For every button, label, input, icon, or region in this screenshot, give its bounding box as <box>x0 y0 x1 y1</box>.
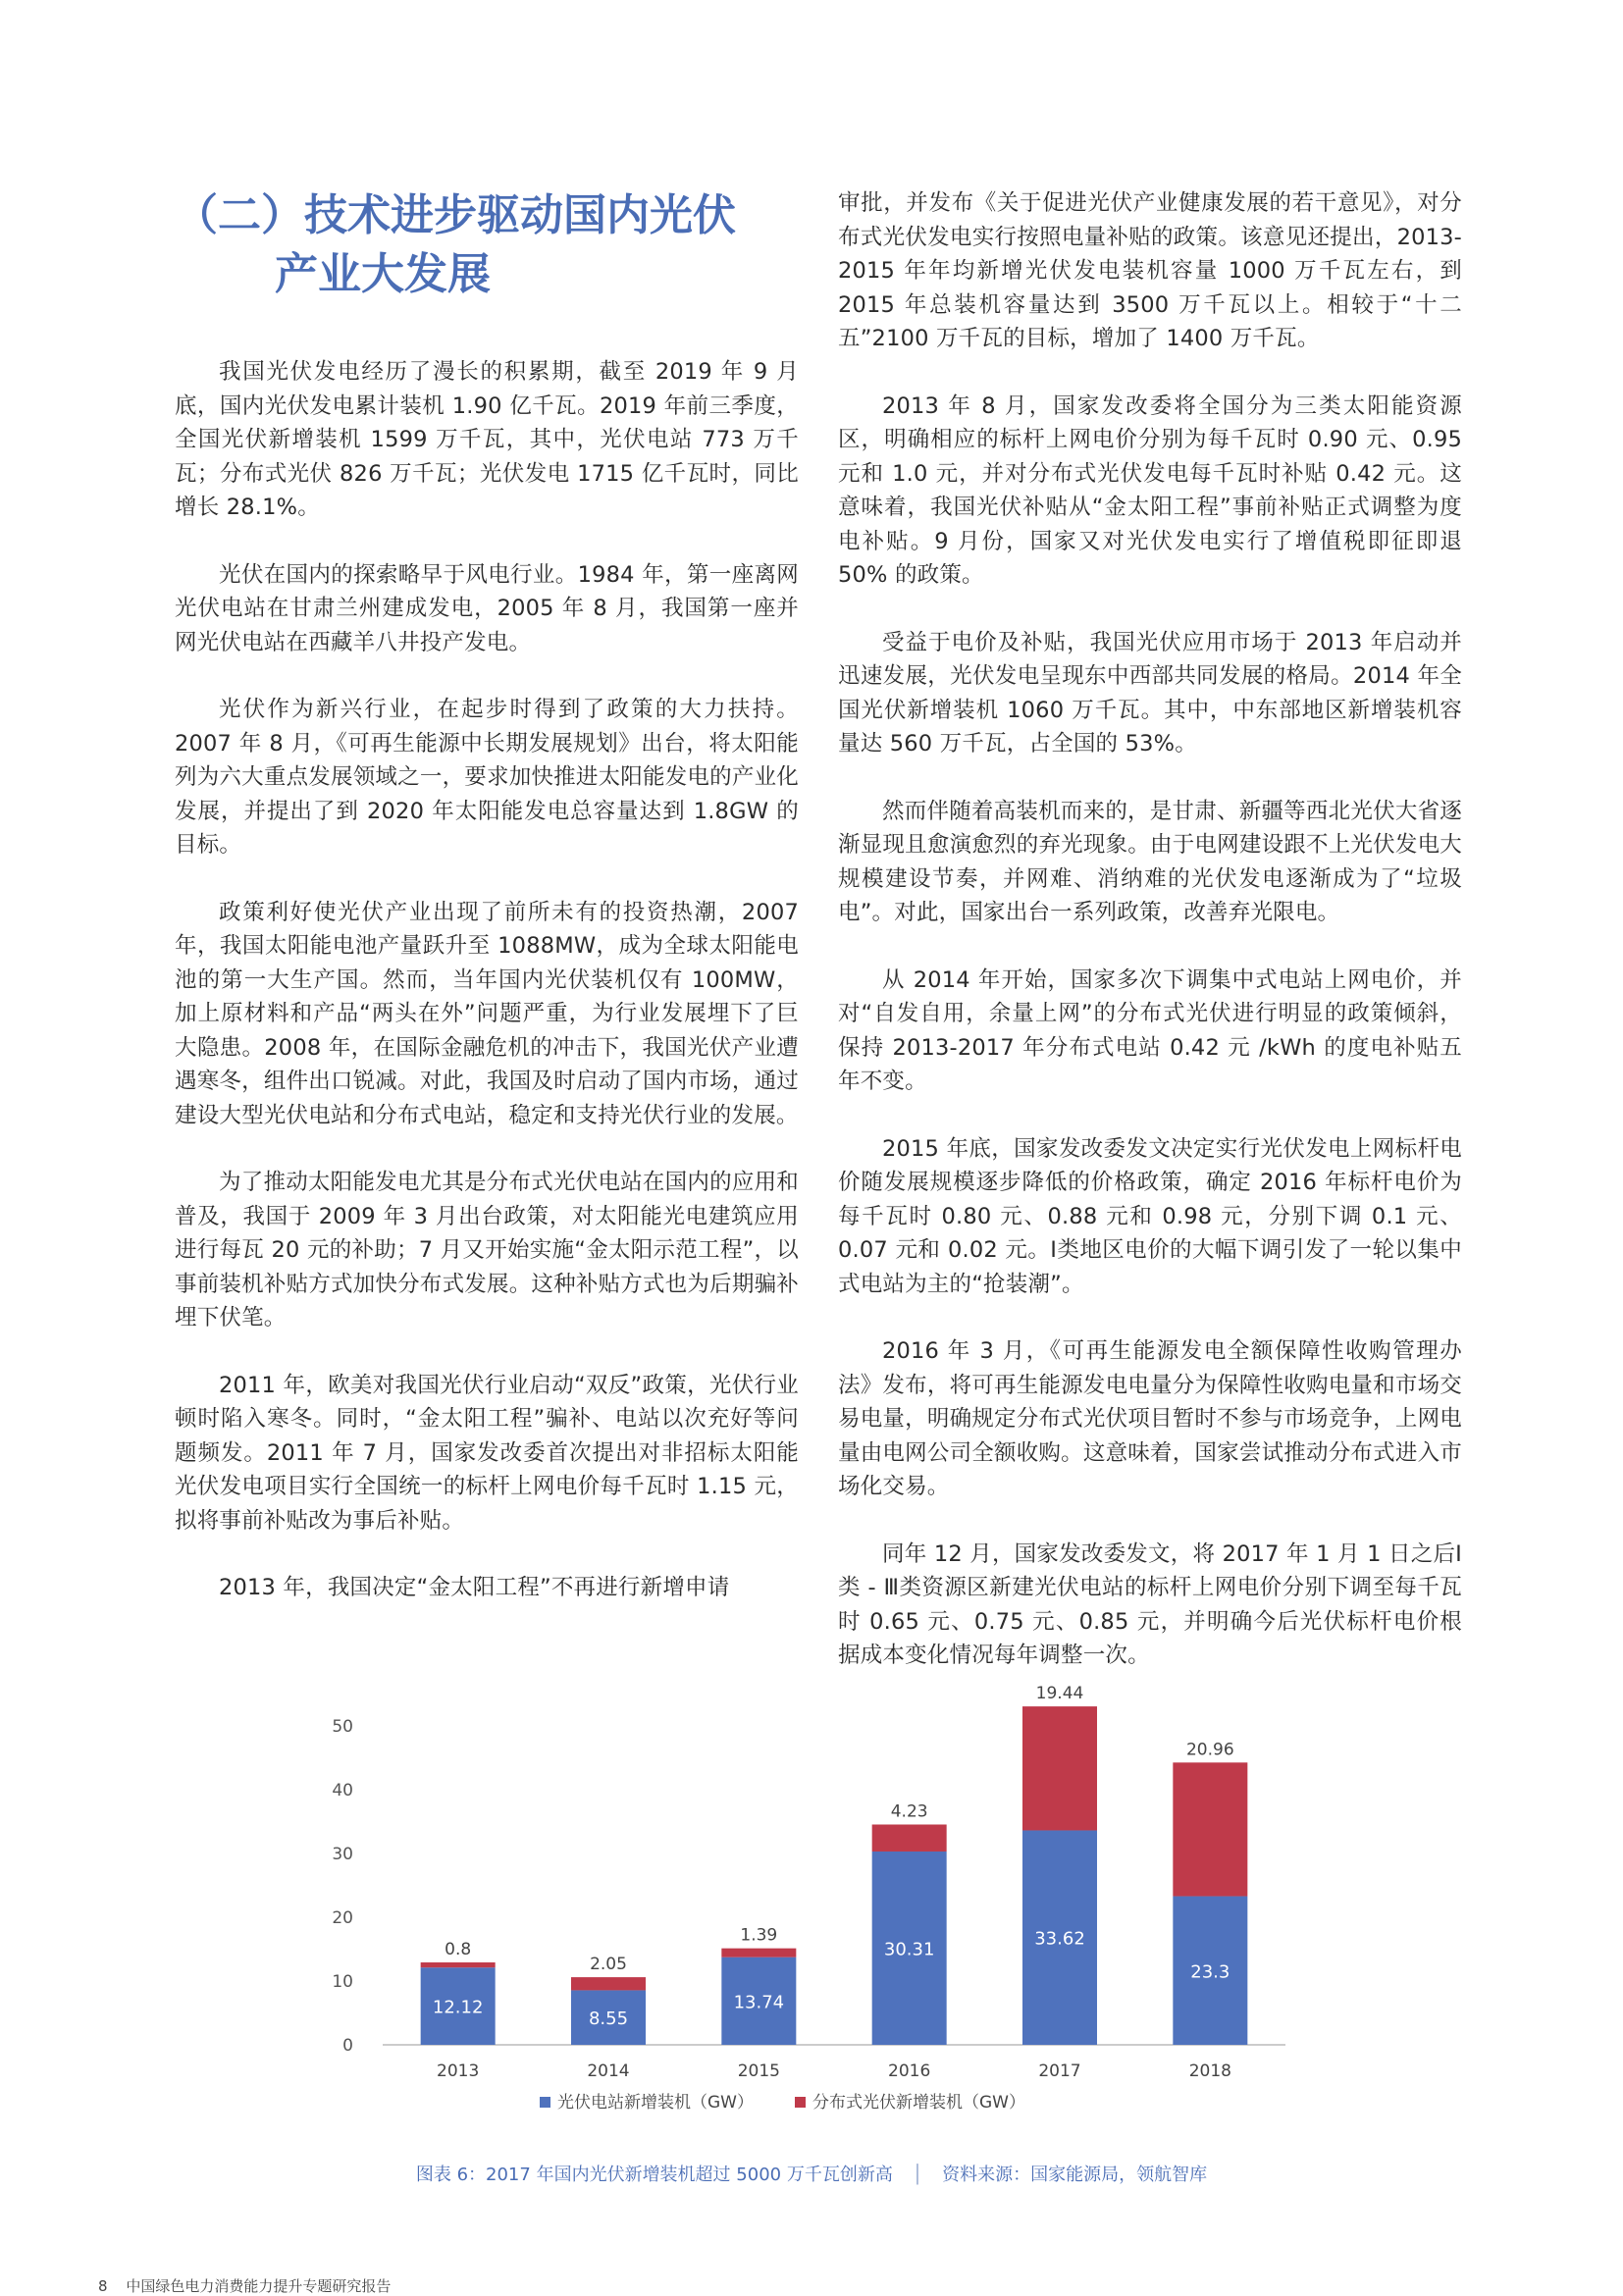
x-tick-label: 2014 <box>587 2061 630 2081</box>
bar-value-label: 19.44 <box>1035 1684 1084 1704</box>
figure-caption <box>0 2161 1623 2186</box>
paragraph: 2011 年，欧美对我国光伏行业启动“双反”政策，光伏行业顿时陷入寒冬。同时，“金太阳工程”骗补、电站以次充好等问题频发。2011 年 7 月，国家发改委首次提出对非招标太阳能光伏发电项目实行全国统一的标杆上网电价每千瓦时 1.15 元，拟将事前补贴改为事后补贴。 <box>175 1372 799 1534</box>
legend-swatch-distributed <box>795 2097 806 2108</box>
bar-value-label: 13.74 <box>733 1992 785 2013</box>
bar-value-label: 2.05 <box>590 1955 627 1975</box>
bar-value-label: 23.3 <box>1190 1961 1230 1983</box>
caption-title: 图表 6：2017 年国内光伏新增装机超过 5000 万千瓦创新高 <box>415 2165 893 2185</box>
report-title: 中国绿色电力消费能力提升专题研究报告 <box>126 2277 392 2295</box>
caption-source: 资料来源：国家能源局，领航智库 <box>942 2165 1208 2185</box>
x-tick-label: 2017 <box>1038 2061 1081 2081</box>
y-tick-label: 20 <box>332 1908 353 1928</box>
paragraph: 受益于电价及补贴，我国光伏应用市场于 2013 年启动并迅速发展，光伏发电呈现东中西部共同发展的格局。2014 年全国光伏新增装机 1060 万千瓦。其中，中东部地区新增装机容量达 560 万千瓦，占全国的 53%。 <box>838 629 1462 757</box>
x-tick-label: 2016 <box>888 2061 931 2081</box>
pv-installation-chart <box>324 1680 1305 2141</box>
paragraph: 同年 12 月，国家发改委发文，将 2017 年 1 月 1 日之后Ⅰ类 - Ⅲ类资源区新建光伏电站的标杆上网电价分别下调至每千瓦时 0.65 元、0.75 元、0.85 元，并明确今后光伏标杆电价根据成本变化情况每年调整一次。 <box>838 1540 1462 1668</box>
section-title <box>175 186 799 304</box>
caption-separator: │ <box>912 2165 923 2185</box>
y-tick-label: 30 <box>332 1845 353 1864</box>
left-column <box>175 186 799 1639</box>
paragraph: 光伏在国内的探索略早于风电行业。1984 年，第一座离网光伏电站在甘肃兰州建成发电，2005 年 8 月，我国第一座并网光伏电站在西藏羊八井投产发电。 <box>175 561 799 655</box>
legend-label: 光伏电站新增装机（GW） <box>557 2093 754 2113</box>
paragraph: 从 2014 年开始，国家多次下调集中式电站上网电价，并对“自发自用，余量上网”的分布式光伏进行明显的政策倾斜，保持 2013-2017 年分布式电站 0.42 元 /kWh 的度电补贴五年不变。 <box>838 966 1462 1094</box>
paragraph: 我国光伏发电经历了漫长的积累期，截至 2019 年 9 月底，国内光伏发电累计装机 1.90 亿千瓦。2019 年前三季度，全国光伏新增装机 1599 万千瓦，其中，光伏电站 773 万千瓦；分布式光伏 826 万千瓦；光伏发电 1715 亿千瓦时，同比增长 28.1%。 <box>175 359 799 520</box>
bar-distributed <box>1022 1706 1097 1830</box>
y-tick-label: 40 <box>332 1781 353 1800</box>
paragraph: 2013 年，我国决定“金太阳工程”不再进行新增申请 <box>219 1575 730 1600</box>
paragraph: 政策利好使光伏产业出现了前所未有的投资热潮，2007 年，我国太阳能电池产量跃升至 1088MW，成为全球太阳能电池的第一大生产国。然而，当年国内光伏装机仅有 100MW，加上原材料和产品“两头在外”问题严重，为行业发展埋下了巨大隐患。2008 年，在国际金融危机的冲击下，我国光伏产业遭遇寒冬，组件出口锐减。对此，我国及时启动了国内市场，通过建设大型光伏电站和分布式电站，稳定和支持光伏行业的发展。 <box>175 899 799 1128</box>
y-tick-label: 0 <box>342 2036 353 2056</box>
paragraph: 2016 年 3 月，《可再生能源发电全额保障性收购管理办法》发布，将可再生能源发电电量分为保障性收购电量和市场交易电量，明确规定分布式光伏项目暂时不参与市场竞争，上网电量由电网公司全额收购。这意味着，国家尝试推动分布式进入市场化交易。 <box>838 1338 1462 1499</box>
section-title-line1: （二）技术进步驱动国内光伏 <box>175 190 736 240</box>
paragraph: 审批，并发布《关于促进光伏产业健康发展的若干意见》，对分布式光伏发电实行按照电量补贴的政策。该意见还提出，2013-2015 年年均新增光伏发电装机容量 1000 万千瓦左右，到 2015 年总装机容量达到 3500 万千瓦以上。相较于“十二五”2100 万千瓦的目标，增加了 1400 万千瓦。 <box>838 190 1462 351</box>
x-tick-label: 2015 <box>737 2061 780 2081</box>
bar-value-label: 30.31 <box>883 1939 935 1960</box>
bar-distributed <box>721 1949 796 1957</box>
right-column <box>838 186 1462 1706</box>
legend-label: 分布式光伏新增装机（GW） <box>812 2093 1025 2113</box>
paragraph: 光伏作为新兴行业，在起步时得到了政策的大力扶持。2007 年 8 月，《可再生能源中长期发展规划》出台，将太阳能列为六大重点发展领域之一，要求加快推进太阳能发电的产业化发展，并提出了到 2020 年太阳能发电总容量达到 1.8GW 的目标。 <box>175 697 799 858</box>
paragraph: 为了推动太阳能发电尤其是分布式光伏电站在国内的应用和普及，我国于 2009 年 3 月出台政策，对太阳能光电建筑应用进行每瓦 20 元的补助；7 月又开始实施“金太阳示范工程”，以事前装机补贴方式加快分布式发展。这种补贴方式也为后期骗补埋下伏笔。 <box>175 1170 799 1331</box>
bar-value-label: 1.39 <box>740 1925 778 1946</box>
bar-value-label: 0.8 <box>445 1940 472 1960</box>
bar-value-label: 12.12 <box>432 1997 484 2018</box>
bar-value-label: 4.23 <box>890 1801 928 1822</box>
paragraph: 然而伴随着高装机而来的，是甘肃、新疆等西北光伏大省逐渐显现且愈演愈烈的弃光现象。由于电网建设跟不上光伏发电大规模建设节奏，并网难、消纳难的光伏发电逐渐成为了“垃圾电”。对此，国家出台一系列政策，改善弃光限电。 <box>838 798 1462 925</box>
bar-value-label: 33.62 <box>1034 1928 1085 1950</box>
bar-distributed <box>1173 1762 1247 1896</box>
bar-value-label: 20.96 <box>1185 1740 1234 1760</box>
page-number: 8 <box>98 2277 108 2295</box>
bar-distributed <box>421 1962 496 1967</box>
y-tick-label: 50 <box>332 1717 353 1737</box>
bar-distributed <box>571 1977 646 1990</box>
page-footer <box>98 2275 404 2296</box>
bar-value-label: 8.55 <box>588 2009 629 2030</box>
x-tick-label: 2018 <box>1188 2061 1231 2081</box>
paragraph: 2013 年 8 月，国家发改委将全国分为三类太阳能资源区，明确相应的标杆上网电价分别为每千瓦时 0.90 元、0.95 元和 1.0 元，并对分布式光伏发电每千瓦时补贴 0.42 元。这意味着，我国光伏补贴从“金太阳工程”事前补贴正式调整为度电补贴。9 月份，国家又对光伏发电实行了增值税即征即退 50% 的政策。 <box>838 392 1462 588</box>
section-heading <box>175 186 799 304</box>
legend-swatch-station <box>540 2097 550 2108</box>
y-tick-label: 10 <box>332 1972 353 1992</box>
x-tick-label: 2013 <box>437 2061 480 2081</box>
paragraph: 2015 年底，国家发改委发文决定实行光伏发电上网标杆电价随发展规模逐步降低的价格政策，确定 2016 年标杆电价为每千瓦时 0.80 元、0.88 元和 0.98 元，分别下调 0.1 元、0.07 元和 0.02 元。Ⅰ类地区电价的大幅下调引发了一轮以集中式电站为主的“抢装潮”。 <box>838 1135 1462 1297</box>
bar-distributed <box>872 1824 947 1851</box>
section-title-line2: 产业大发展 <box>275 249 491 299</box>
